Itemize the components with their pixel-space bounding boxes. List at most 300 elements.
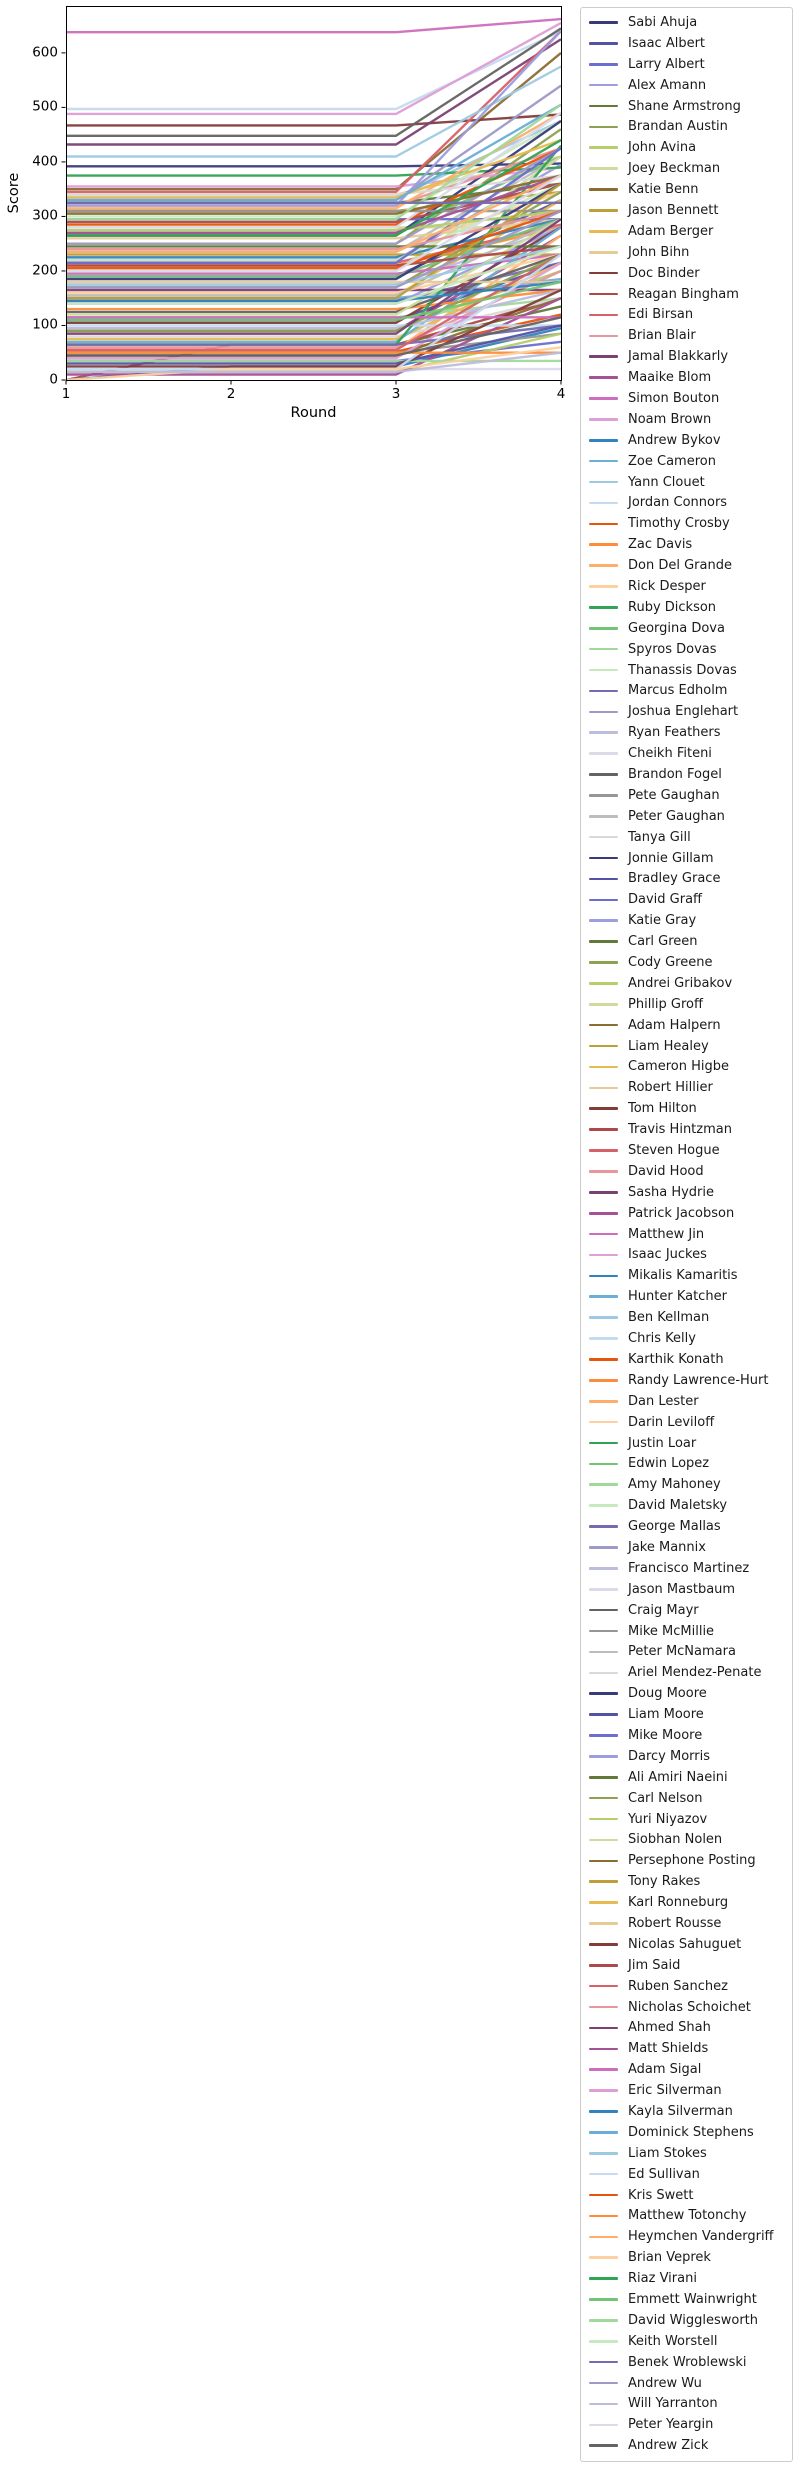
legend-item-label: Maaike Blom (628, 370, 712, 386)
legend-item (581, 1621, 792, 1641)
legend-line-swatch-icon (589, 1191, 618, 1194)
legend-item-label: Pete Gaughan (628, 787, 720, 803)
legend-item (581, 1705, 792, 1725)
legend-item (581, 493, 792, 513)
legend-line-swatch-icon (589, 1818, 618, 1821)
legend-item (581, 347, 792, 367)
legend-item (581, 1579, 792, 1599)
legend-line-swatch-icon (589, 1651, 618, 1654)
legend-line-swatch-icon (589, 167, 618, 170)
legend-item (581, 1015, 792, 1035)
legend-item (581, 702, 792, 722)
legend-item (581, 765, 792, 785)
legend-item-label: Andrew Bykov (628, 432, 721, 448)
legend-item-label: Ruben Sanchez (628, 1978, 728, 1994)
legend-item-label: David Maletsky (628, 1498, 728, 1514)
legend-item-label: Liam Stokes (628, 2145, 707, 2161)
legend-item-label: Liam Healey (628, 1038, 709, 1054)
legend-item (581, 785, 792, 805)
legend-line-swatch-icon (589, 188, 618, 191)
legend-line-swatch-icon (589, 2444, 618, 2447)
legend-item (581, 1663, 792, 1683)
legend-line-swatch-icon (589, 1567, 618, 1570)
legend-line-swatch-icon (589, 376, 618, 379)
y-tick-label: 100 (32, 316, 58, 333)
series-line (66, 31, 561, 109)
legend-item-label: Sasha Hydrie (628, 1184, 715, 1200)
legend-item (581, 263, 792, 283)
legend-item-label: Dominick Stephens (628, 2124, 754, 2140)
legend-item (581, 2102, 792, 2122)
legend-line-swatch-icon (589, 42, 618, 45)
legend-item (581, 1955, 792, 1975)
legend-item (581, 2227, 792, 2247)
legend-item-label: Cheikh Fiteni (628, 746, 712, 762)
legend-item (581, 180, 792, 200)
legend-item-label: Carl Nelson (628, 1790, 703, 1806)
legend-item-label: Jason Mastbaum (628, 1581, 736, 1597)
legend-item (581, 472, 792, 492)
legend-line-swatch-icon (589, 752, 618, 755)
legend-item (581, 1600, 792, 1620)
legend-item-label: Tony Rakes (628, 1874, 701, 1890)
legend-line-swatch-icon (589, 1964, 618, 1967)
legend-line-swatch-icon (589, 1713, 618, 1716)
legend-item (581, 2310, 792, 2330)
legend-item (581, 1078, 792, 1098)
legend-item (581, 1036, 792, 1056)
legend-line-swatch-icon (589, 481, 618, 484)
legend-line-swatch-icon (589, 2382, 618, 2385)
legend-line-swatch-icon (589, 146, 618, 149)
legend-item-label: Liam Moore (628, 1707, 704, 1723)
legend-item-label: Mikalis Kamaritis (628, 1268, 738, 1284)
legend-item-label: Peter McNamara (628, 1644, 736, 1660)
legend-item-label: Brandon Fogel (628, 767, 722, 782)
legend-item-label: Yann Clouet (628, 474, 705, 490)
legend-item-label: Jamal Blakkarly (628, 349, 729, 365)
legend-item-label: Andrew Zick (628, 2438, 709, 2454)
legend-line-swatch-icon (589, 2110, 618, 2113)
legend-item-label: Cody Greene (628, 955, 713, 971)
legend-item-label: Peter Yeargin (628, 2417, 714, 2433)
y-axis-label: Score (6, 172, 22, 214)
legend-line-swatch-icon (589, 1212, 618, 1215)
legend-line-swatch-icon (589, 1442, 618, 1445)
legend-item-label: Darcy Morris (628, 1748, 711, 1764)
legend-item-label: Will Yarranton (628, 2396, 718, 2412)
legend-line-swatch-icon (589, 2256, 618, 2259)
legend-item (581, 96, 792, 116)
legend-item (581, 12, 792, 32)
legend-item (581, 1997, 792, 2017)
legend-item-label: Isaac Juckes (628, 1247, 707, 1263)
legend-item-label: Ali Amiri Naeini (628, 1769, 728, 1785)
legend-item (581, 1517, 792, 1537)
series-line (66, 31, 561, 192)
legend-item (581, 1099, 792, 1119)
legend-item (581, 744, 792, 764)
series-line (66, 115, 561, 126)
y-tick-label: 300 (32, 207, 58, 224)
legend-item-label: Jim Said (628, 1957, 681, 1973)
legend-line-swatch-icon (589, 1776, 618, 1779)
legend-item-label: Larry Albert (628, 56, 705, 72)
x-axis-label: Round (290, 405, 337, 421)
legend-line-swatch-icon (589, 627, 618, 630)
legend-line-swatch-icon (589, 982, 618, 985)
legend-item (581, 2060, 792, 2080)
legend-item (581, 911, 792, 931)
legend-line-swatch-icon (589, 1588, 618, 1591)
legend-line-swatch-icon (589, 418, 618, 421)
legend-line-swatch-icon (589, 648, 618, 651)
legend-item-label: Craig Mayr (628, 1602, 699, 1618)
legend-item (581, 1913, 792, 1933)
legend-line-swatch-icon (589, 1755, 618, 1758)
legend-item (581, 1161, 792, 1181)
legend-item (581, 221, 792, 241)
legend-item-label: Francisco Martinez (628, 1560, 750, 1576)
legend-line-swatch-icon (589, 272, 618, 275)
legend-line-swatch-icon (589, 2215, 618, 2218)
legend-item (581, 1224, 792, 1244)
legend-item (581, 2290, 792, 2310)
legend-item (581, 1746, 792, 1766)
legend-item (581, 2352, 792, 2372)
legend-item-label: Georgina Dova (628, 620, 725, 636)
legend-line-swatch-icon (589, 2361, 618, 2364)
legend-item-label: Jordan Connors (628, 495, 728, 511)
legend-line-swatch-icon (589, 1024, 618, 1027)
legend-item-label: Darin Leviloff (628, 1414, 715, 1430)
legend-item (581, 1684, 792, 1704)
legend-line-swatch-icon (589, 126, 618, 129)
x-tick-label: 2 (226, 386, 236, 402)
legend-line-swatch-icon (589, 1860, 618, 1863)
legend-line-swatch-icon (589, 1128, 618, 1131)
legend-item-label: Simon Bouton (628, 390, 720, 406)
legend-line-swatch-icon (589, 523, 618, 526)
legend-line-swatch-icon (589, 1609, 618, 1612)
series-line (66, 39, 561, 144)
legend-item (581, 1433, 792, 1453)
legend-item (581, 326, 792, 346)
legend-line-swatch-icon (589, 585, 618, 588)
legend-item-label: Edi Birsan (628, 307, 694, 323)
legend-item-label: Riaz Virani (628, 2271, 697, 2287)
legend-item (581, 117, 792, 137)
y-tick-label: 600 (32, 44, 58, 61)
legend-line-swatch-icon (589, 335, 618, 338)
legend-line-swatch-icon (589, 2068, 618, 2071)
legend-line-swatch-icon (589, 1504, 618, 1507)
legend-line-swatch-icon (589, 1839, 618, 1842)
legend-item-label: Keith Worstell (628, 2333, 718, 2349)
legend-line-swatch-icon (589, 1672, 618, 1675)
legend-item-label: Amy Mahoney (628, 1477, 721, 1493)
y-tick-label: 500 (32, 98, 58, 115)
legend-item-label: Shane Armstrong (628, 98, 741, 114)
legend-line-swatch-icon (589, 919, 618, 922)
legend-item-label: Marcus Edholm (628, 683, 728, 699)
legend-item (581, 305, 792, 325)
legend-item-label: Matt Shields (628, 2041, 709, 2057)
legend-item-label: Kayla Silverman (628, 2104, 733, 2119)
legend-item-label: Doug Moore (628, 1686, 707, 1702)
legend-item-label: Isaac Albert (628, 35, 706, 51)
legend-item-label: Randy Lawrence-Hurt (628, 1372, 769, 1388)
legend-item (581, 932, 792, 952)
legend-item (581, 660, 792, 680)
legend-line-swatch-icon (589, 21, 618, 24)
legend-item (581, 973, 792, 993)
legend-item (581, 2185, 792, 2205)
legend (580, 7, 793, 2462)
legend-line-swatch-icon (589, 1254, 618, 1257)
legend-item-label: Robert Hillier (628, 1080, 713, 1096)
legend-item (581, 2122, 792, 2142)
legend-line-swatch-icon (589, 1400, 618, 1403)
legend-item (581, 1642, 792, 1662)
legend-item (581, 2248, 792, 2268)
legend-item-label: John Bihn (628, 244, 690, 260)
legend-item-label: Timothy Crosby (628, 516, 730, 532)
legend-item (581, 1767, 792, 1787)
legend-line-swatch-icon (589, 669, 618, 672)
legend-item-label: Brian Blair (628, 328, 696, 344)
legend-item (581, 681, 792, 701)
legend-item-label: Steven Hogue (628, 1143, 720, 1159)
legend-line-swatch-icon (589, 836, 618, 839)
legend-item-label: Peter Gaughan (628, 808, 725, 824)
legend-item-label: Robert Rousse (628, 1915, 722, 1931)
legend-line-swatch-icon (589, 460, 618, 463)
legend-item (581, 1976, 792, 1996)
legend-item (581, 200, 792, 220)
legend-item-label: Nicolas Sahuguet (628, 1936, 742, 1952)
legend-item-label: John Avina (628, 140, 697, 156)
legend-item (581, 138, 792, 158)
legend-item-label: Adam Halpern (628, 1017, 721, 1033)
legend-item-label: Ben Kellman (628, 1310, 710, 1326)
legend-item (581, 1851, 792, 1871)
legend-item (581, 1872, 792, 1892)
legend-line-swatch-icon (589, 1525, 618, 1528)
legend-item (581, 2394, 792, 2414)
legend-line-swatch-icon (589, 63, 618, 66)
legend-item (581, 1120, 792, 1140)
legend-line-swatch-icon (589, 1337, 618, 1340)
legend-item-label: George Mallas (628, 1519, 721, 1535)
legend-line-swatch-icon (589, 251, 618, 254)
legend-line-swatch-icon (589, 1045, 618, 1048)
legend-line-swatch-icon (589, 314, 618, 317)
y-tick-label: 200 (32, 262, 58, 279)
legend-line-swatch-icon (589, 1233, 618, 1236)
legend-item (581, 890, 792, 910)
legend-line-swatch-icon (589, 1734, 618, 1737)
legend-line-swatch-icon (589, 1379, 618, 1382)
legend-item (581, 618, 792, 638)
legend-item (581, 994, 792, 1014)
legend-line-swatch-icon (589, 397, 618, 400)
legend-item (581, 1934, 792, 1954)
legend-line-swatch-icon (589, 857, 618, 860)
legend-line-swatch-icon (589, 2089, 618, 2092)
legend-item-label: Katie Gray (628, 913, 697, 929)
legend-line-swatch-icon (589, 878, 618, 881)
legend-item-label: Cameron Higbe (628, 1059, 729, 1075)
legend-item-label: Sabi Ahuja (628, 14, 698, 30)
legend-item-label: Ryan Feathers (628, 725, 721, 741)
legend-item-label: Tanya Gill (628, 829, 691, 845)
legend-item-label: Tom Hilton (628, 1101, 697, 1117)
legend-item-label: Jake Mannix (628, 1539, 706, 1555)
legend-item (581, 1830, 792, 1850)
legend-line-swatch-icon (589, 1170, 618, 1173)
legend-item-label: Emmett Wainwright (628, 2292, 757, 2308)
legend-item-label: Andrei Gribakov (628, 975, 733, 991)
legend-line-swatch-icon (589, 2277, 618, 2280)
legend-item (581, 242, 792, 262)
legend-item (581, 54, 792, 74)
legend-item (581, 1725, 792, 1745)
legend-item (581, 2081, 792, 2101)
series-line (66, 67, 561, 157)
legend-item-label: Chris Kelly (628, 1331, 696, 1347)
legend-item-label: Spyros Dovas (628, 641, 717, 657)
legend-line-swatch-icon (589, 230, 618, 233)
legend-item-label: Katie Benn (628, 182, 699, 198)
legend-line-swatch-icon (589, 1922, 618, 1925)
legend-item (581, 1809, 792, 1829)
legend-item-label: Reagan Bingham (628, 286, 739, 302)
legend-item (581, 1329, 792, 1349)
legend-line-swatch-icon (589, 2027, 618, 2030)
legend-item (581, 2018, 792, 2038)
legend-item-label: David Wigglesworth (628, 2312, 758, 2328)
legend-item (581, 2039, 792, 2059)
legend-line-swatch-icon (589, 1316, 618, 1319)
legend-item-label: Patrick Jacobson (628, 1205, 735, 1221)
legend-line-swatch-icon (589, 2424, 618, 2427)
legend-line-swatch-icon (589, 209, 618, 212)
legend-line-swatch-icon (589, 564, 618, 567)
legend-line-swatch-icon (589, 940, 618, 943)
legend-item-label: Edwin Lopez (628, 1456, 710, 1472)
legend-item-label: Justin Loar (628, 1435, 697, 1451)
legend-item (581, 1057, 792, 1077)
legend-item-label: Jason Bennett (628, 202, 719, 218)
legend-item-label: Noam Brown (628, 411, 712, 427)
legend-item-label: Rick Desper (628, 578, 706, 594)
legend-line-swatch-icon (589, 711, 618, 714)
legend-item-label: Ed Sullivan (628, 2166, 700, 2182)
legend-item (581, 409, 792, 429)
legend-item (581, 1412, 792, 1432)
legend-item-label: Mike McMillie (628, 1623, 715, 1639)
legend-line-swatch-icon (589, 1275, 618, 1278)
x-tick-label: 4 (556, 386, 566, 402)
y-tick-label: 400 (32, 153, 58, 170)
legend-item (581, 1475, 792, 1495)
legend-item-label: Doc Binder (628, 265, 700, 281)
legend-line-swatch-icon (589, 1985, 618, 1988)
legend-item (581, 2373, 792, 2393)
legend-item-label: David Graff (628, 892, 703, 908)
series-line (66, 19, 561, 32)
legend-item (581, 1203, 792, 1223)
legend-item-label: Joshua Englehart (628, 704, 739, 720)
legend-line-swatch-icon (589, 1421, 618, 1424)
legend-line-swatch-icon (589, 1546, 618, 1549)
legend-line-swatch-icon (589, 2152, 618, 2155)
legend-item (581, 1141, 792, 1161)
legend-item (581, 639, 792, 659)
x-tick-label: 1 (61, 386, 71, 402)
legend-item-label: Zoe Cameron (628, 453, 716, 469)
legend-item-label: Zac Davis (628, 537, 693, 553)
legend-line-swatch-icon (589, 690, 618, 693)
series-line (66, 53, 561, 189)
legend-item (581, 1287, 792, 1307)
legend-item-label: Matthew Jin (628, 1226, 705, 1242)
legend-item-label: Karthik Konath (628, 1351, 724, 1367)
legend-item (581, 2269, 792, 2289)
legend-line-swatch-icon (589, 1901, 618, 1904)
legend-item (581, 1391, 792, 1411)
legend-line-swatch-icon (589, 2173, 618, 2176)
legend-item-label: Jonnie Gillam (628, 850, 714, 866)
legend-item (581, 1266, 792, 1286)
legend-line-swatch-icon (589, 2340, 618, 2343)
legend-line-swatch-icon (589, 961, 618, 964)
legend-item-label: Adam Sigal (628, 2062, 702, 2078)
legend-item-label: Benek Wroblewski (628, 2354, 747, 2370)
legend-line-swatch-icon (589, 1087, 618, 1090)
legend-item (581, 1308, 792, 1328)
legend-line-swatch-icon (589, 543, 618, 546)
legend-item (581, 1893, 792, 1913)
series-line (66, 23, 561, 114)
legend-item (581, 806, 792, 826)
legend-item-label: Ruby Dickson (628, 599, 717, 615)
legend-line-swatch-icon (589, 2319, 618, 2322)
legend-item-label: Nicholas Schoichet (628, 1999, 751, 2015)
legend-item-label: Mike Moore (628, 1727, 703, 1743)
legend-line-swatch-icon (589, 773, 618, 776)
legend-line-swatch-icon (589, 2131, 618, 2134)
legend-item-label: Kris Swett (628, 2187, 694, 2203)
legend-item-label: Matthew Totonchy (628, 2208, 747, 2224)
legend-line-swatch-icon (589, 1880, 618, 1883)
legend-item (581, 1454, 792, 1474)
legend-item (581, 576, 792, 596)
legend-line-swatch-icon (589, 1943, 618, 1946)
legend-item-label: Carl Green (628, 934, 698, 950)
legend-line-swatch-icon (589, 1463, 618, 1466)
legend-item-label: Yuri Niyazov (628, 1811, 708, 1827)
legend-item (581, 953, 792, 973)
legend-line-swatch-icon (589, 439, 618, 442)
legend-item (581, 848, 792, 868)
legend-item (581, 556, 792, 576)
legend-line-swatch-icon (589, 355, 618, 358)
legend-item-label: Andrew Wu (628, 2375, 702, 2391)
legend-item-label: Dan Lester (628, 1393, 699, 1409)
legend-item-label: Adam Berger (628, 223, 714, 239)
